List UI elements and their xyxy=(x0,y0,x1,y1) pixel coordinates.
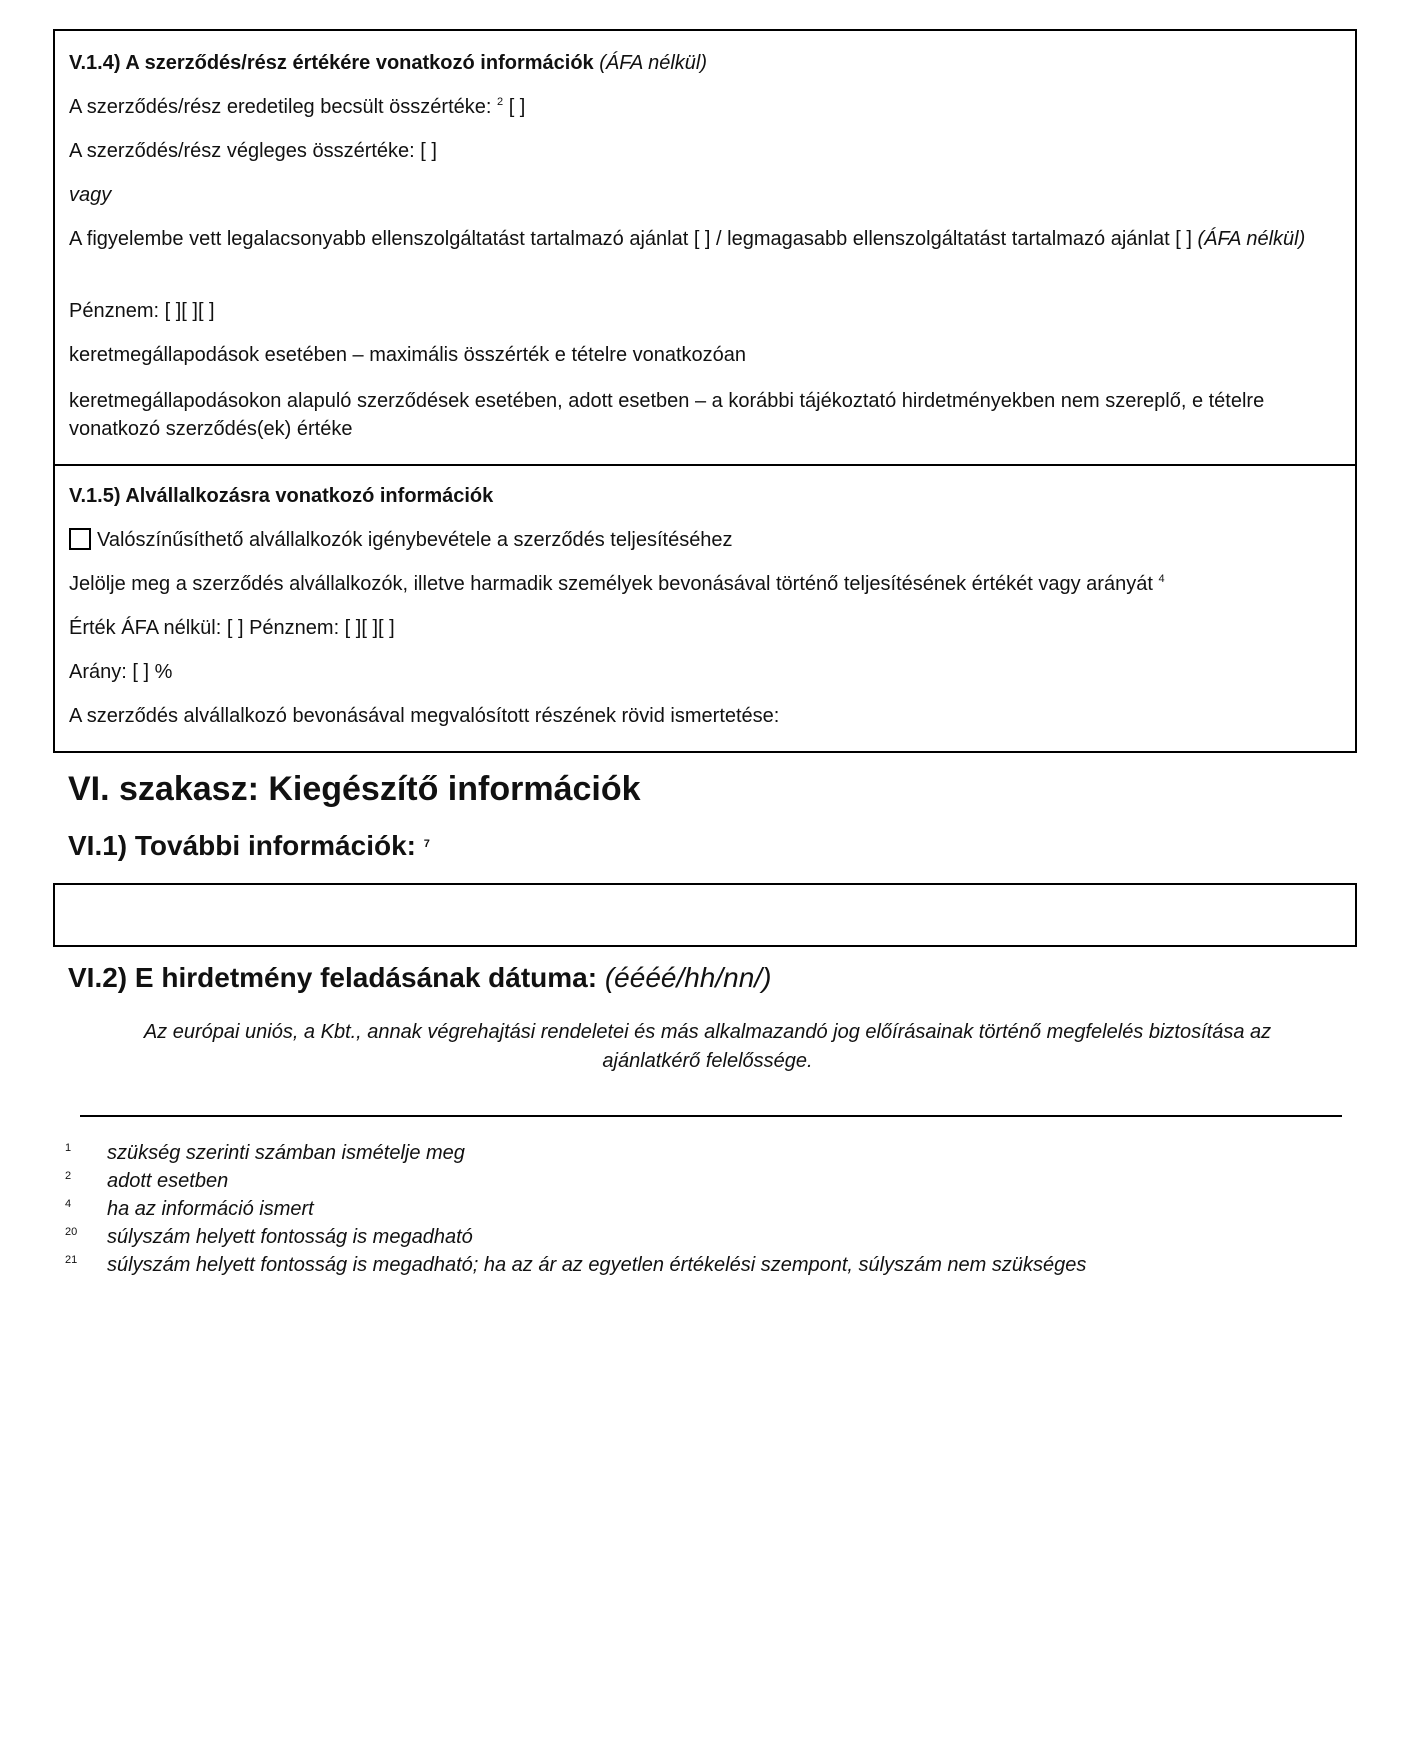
contract-value-section xyxy=(53,29,1357,466)
contract-value-title-line xyxy=(69,49,707,77)
further-info-heading-line xyxy=(68,830,430,862)
subcontracting-ratio-line: Arány: [ ] % xyxy=(69,661,173,683)
footnote-number: 20 xyxy=(65,1226,78,1238)
further-info-field[interactable] xyxy=(53,883,1357,947)
footnote-item xyxy=(65,1246,1086,1279)
subcontracting-title: V.1.5) Alvállalkozásra vonatkozó információk xyxy=(69,485,494,507)
footnote-text: súlyszám helyett fontosság is megadható xyxy=(107,1226,473,1248)
subcontracting-checkbox[interactable] xyxy=(69,528,91,550)
subcontracting-checkbox-label: Valószínűsíthető alvállalkozók igénybevétele a szerződés teljesítéséhez xyxy=(97,529,733,551)
offer-range-note: (ÁFA nélkül) xyxy=(1197,228,1306,250)
further-info-heading: VI.1) További információk: xyxy=(68,830,416,861)
subcontracting-value-line: Érték ÁFA nélkül: [ ] Pénznem: [ ][ ][ ] xyxy=(69,617,395,639)
or-label: vagy xyxy=(69,184,112,206)
contract-value-title: V.1.4) A szerződés/rész értékére vonatkozó információk xyxy=(69,52,594,74)
subcontracting-checkbox-row xyxy=(69,526,733,554)
offer-range-line xyxy=(69,225,1339,253)
subcontracting-indicate-text: Jelölje meg a szerződés alvállalkozók, illetve harmadik személyek bevonásával történő teljesítésének értékét vagy arányát xyxy=(69,573,1153,595)
footnote-number: 1 xyxy=(65,1142,72,1154)
dispatch-date-heading-line xyxy=(68,962,771,994)
currency-line: Pénznem: [ ][ ][ ] xyxy=(69,300,215,322)
framework-contracts-line: keretmegállapodásokon alapuló szerződések esetében, adott esetben – a korábbi tájékoztató hirdetményekben nem szereplő, e tételre vonatkozó szerződés(ek) értéke xyxy=(69,390,1265,440)
estimated-value-field: [ ] xyxy=(508,96,526,118)
estimated-value-footnote-ref: 2 xyxy=(497,96,504,108)
estimated-value-label: A szerződés/rész eredetileg becsült összértéke: xyxy=(69,96,492,118)
subcontracting-section xyxy=(53,464,1357,753)
responsibility-disclaimer: Az európai uniós, a Kbt., annak végrehajtási rendeletei és más alkalmazandó jog előírásainak történő megfelelés biztosítása az ajánlatkérő felelőssége. xyxy=(143,1021,1272,1072)
subcontracting-indicate-line xyxy=(69,570,1165,598)
dispatch-date-format: (éééé/hh/nn/) xyxy=(604,962,772,993)
footnote-number: 4 xyxy=(65,1198,72,1210)
footnote-text: ha az információ ismert xyxy=(107,1198,314,1220)
footnote-text: szükség szerinti számban ismételje meg xyxy=(107,1142,465,1164)
framework-max-line: keretmegállapodások esetében – maximális összérték e tételre vonatkozóan xyxy=(69,344,747,366)
dispatch-date-heading: VI.2) E hirdetmény feladásának dátuma: xyxy=(68,962,598,993)
footnote-text: adott esetben xyxy=(107,1170,229,1192)
footnote-divider xyxy=(80,1115,1342,1117)
footnote-text: súlyszám helyett fontosság is megadható; ha az ár az egyetlen értékelési szempont, súlyszám nem szükséges xyxy=(107,1254,1087,1276)
offer-range-text: A figyelembe vett legalacsonyabb ellenszolgáltatást tartalmazó ajánlat [ ] / legmagasabb ellenszolgáltatást tartalmazó ajánlat [ ] xyxy=(69,228,1192,250)
subcontracting-footnote-ref: 4 xyxy=(1158,573,1165,585)
final-value-line: A szerződés/rész végleges összértéke: [ ] xyxy=(69,140,437,162)
footnote-number: 2 xyxy=(65,1170,72,1182)
contract-value-title-note: (ÁFA nélkül) xyxy=(599,52,708,74)
footnote-number: 21 xyxy=(65,1254,78,1266)
section-vi-heading: VI. szakasz: Kiegészítő információk xyxy=(68,770,641,808)
estimated-value-line xyxy=(69,93,525,121)
subcontracting-description-label: A szerződés alvállalkozó bevonásával megvalósított részének rövid ismertetése: xyxy=(69,705,780,727)
further-info-footnote-ref: 7 xyxy=(423,838,430,850)
